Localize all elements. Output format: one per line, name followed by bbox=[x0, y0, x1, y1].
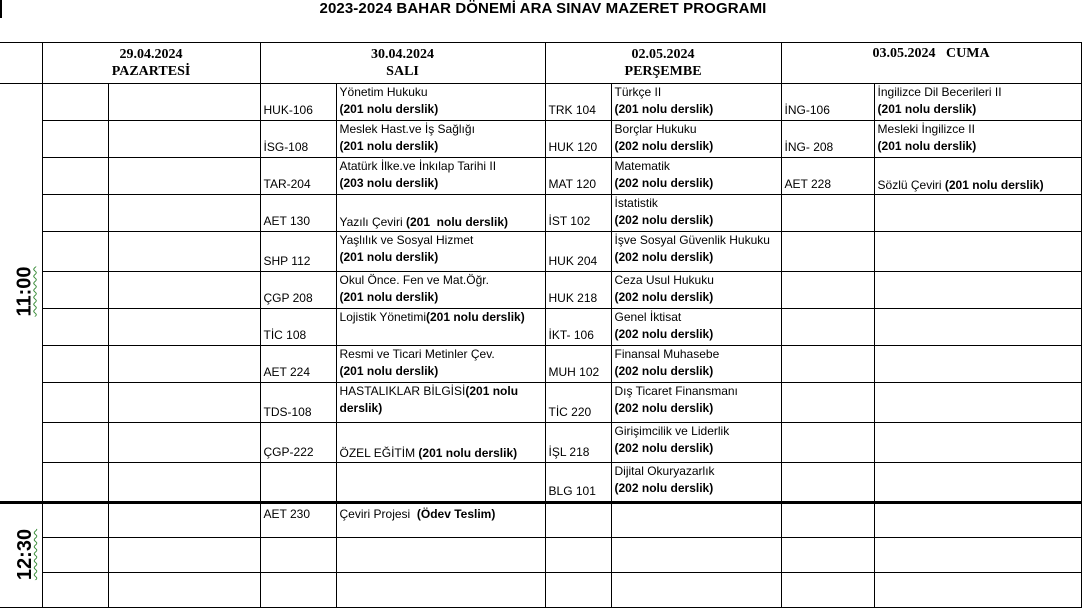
course-name: Finansal Muhasebe bbox=[614, 347, 720, 361]
course-name: Dış Ticaret Finansmanı bbox=[614, 384, 738, 398]
day-name: SALI bbox=[386, 64, 419, 79]
course-code: AET 224 bbox=[260, 346, 336, 383]
empty-cell bbox=[42, 272, 108, 309]
course-code: İST 102 bbox=[545, 195, 611, 232]
empty-cell bbox=[42, 383, 108, 423]
course-code: AET 228 bbox=[781, 158, 874, 195]
course-name: Meslek Hast.ve İş Sağlığı bbox=[339, 122, 475, 136]
course-name: Lojistik Yönetimi bbox=[339, 310, 426, 324]
course-code: BLG 101 bbox=[545, 463, 611, 503]
course-cell bbox=[874, 84, 1081, 121]
course-cell bbox=[336, 121, 545, 158]
room-label: (202 nolu derslik) bbox=[614, 139, 714, 153]
course-cell bbox=[611, 121, 781, 158]
empty-cell bbox=[874, 463, 1081, 503]
empty-cell bbox=[545, 573, 611, 608]
day-date: 30.04.2024 bbox=[371, 47, 435, 62]
time-slot-1100 bbox=[0, 84, 42, 503]
empty-cell bbox=[42, 309, 108, 346]
empty-cell bbox=[781, 573, 874, 608]
empty-cell bbox=[42, 503, 108, 538]
empty-cell bbox=[108, 573, 260, 608]
empty-cell bbox=[336, 538, 545, 573]
course-name: Ceza Usul Hukuku bbox=[614, 273, 714, 287]
table-row bbox=[0, 195, 1081, 232]
course-name: Yazılı Çeviri bbox=[339, 215, 406, 229]
course-code: TDS-108 bbox=[260, 383, 336, 423]
course-code: İNG-106 bbox=[781, 84, 874, 121]
course-name: Sözlü Çeviri bbox=[877, 178, 945, 192]
room-label: (201 nolu derslik) bbox=[339, 384, 519, 415]
room-label: (201 nolu derslik) bbox=[339, 290, 439, 304]
day-header-monday bbox=[42, 43, 260, 84]
room-label: (202 nolu derslik) bbox=[614, 364, 714, 378]
day-date: 03.05.2024 CUMA bbox=[872, 46, 990, 61]
course-cell bbox=[336, 84, 545, 121]
empty-cell bbox=[42, 84, 108, 121]
empty-cell bbox=[611, 538, 781, 573]
course-name: Dijital Okuryazarlık bbox=[614, 464, 715, 478]
empty-cell bbox=[781, 463, 874, 503]
empty-cell bbox=[874, 272, 1081, 309]
course-cell bbox=[874, 158, 1081, 195]
table-row bbox=[0, 158, 1081, 195]
table-row bbox=[0, 503, 1081, 538]
course-code: ÇGP 208 bbox=[260, 272, 336, 309]
course-cell bbox=[336, 503, 545, 538]
course-cell bbox=[336, 272, 545, 309]
empty-cell bbox=[611, 503, 781, 538]
room-label: (Ödev Teslim) bbox=[416, 507, 496, 521]
empty-cell bbox=[42, 463, 108, 503]
room-label: (201 nolu derslik) bbox=[614, 102, 714, 116]
empty-cell bbox=[108, 232, 260, 272]
empty-cell bbox=[781, 232, 874, 272]
course-name: Atatürk İlke.ve İnkılap Tarihi II bbox=[339, 159, 497, 173]
table-row bbox=[0, 423, 1081, 463]
table-row bbox=[0, 573, 1081, 608]
table-row bbox=[0, 346, 1081, 383]
room-label: (202 nolu derslik) bbox=[614, 401, 714, 415]
room-label: (201 nolu derslik) bbox=[339, 364, 439, 378]
course-name: İşve Sosyal Güvenlik Hukuku bbox=[614, 233, 770, 247]
empty-cell bbox=[42, 346, 108, 383]
empty-cell bbox=[260, 463, 336, 503]
course-cell bbox=[336, 309, 545, 346]
empty-cell bbox=[874, 538, 1081, 573]
room-label: (201 nolu derslik) bbox=[339, 139, 439, 153]
time-slot-1230 bbox=[0, 503, 42, 608]
course-name: İngilizce Dil Becerileri II bbox=[877, 85, 1002, 99]
course-cell bbox=[611, 346, 781, 383]
room-label: (201 nolu derslik) bbox=[405, 215, 509, 229]
empty-cell bbox=[781, 346, 874, 383]
empty-cell bbox=[874, 309, 1081, 346]
time-label: 12:30 bbox=[14, 528, 37, 581]
room-label: (202 nolu derslik) bbox=[614, 441, 714, 455]
empty-cell bbox=[42, 121, 108, 158]
table-row bbox=[0, 232, 1081, 272]
course-cell bbox=[336, 232, 545, 272]
course-name: Genel İktisat bbox=[614, 310, 682, 324]
empty-cell bbox=[781, 423, 874, 463]
empty-cell bbox=[108, 346, 260, 383]
empty-cell bbox=[42, 158, 108, 195]
empty-cell bbox=[781, 383, 874, 423]
empty-cell bbox=[545, 503, 611, 538]
course-name: Mesleki İngilizce II bbox=[877, 122, 975, 136]
empty-cell bbox=[42, 423, 108, 463]
course-cell bbox=[336, 195, 545, 232]
course-code: TİC 220 bbox=[545, 383, 611, 423]
empty-cell bbox=[781, 309, 874, 346]
table-row bbox=[0, 383, 1081, 423]
empty-cell bbox=[108, 272, 260, 309]
empty-cell bbox=[42, 232, 108, 272]
empty-cell bbox=[781, 195, 874, 232]
course-code: HUK 218 bbox=[545, 272, 611, 309]
empty-cell bbox=[42, 195, 108, 232]
table-row bbox=[0, 121, 1081, 158]
empty-cell bbox=[108, 84, 260, 121]
course-code: İŞL 218 bbox=[545, 423, 611, 463]
empty-cell bbox=[108, 538, 260, 573]
course-cell bbox=[611, 158, 781, 195]
course-name: HASTALIKLAR BİLGİSİ bbox=[339, 384, 466, 398]
room-label: (202 nolu derslik) bbox=[614, 290, 714, 304]
table-row bbox=[0, 538, 1081, 573]
course-cell bbox=[336, 383, 545, 423]
schedule-table bbox=[0, 42, 1082, 608]
course-code: TAR-204 bbox=[260, 158, 336, 195]
empty-cell bbox=[781, 538, 874, 573]
room-label: (201 nolu derslik) bbox=[339, 250, 439, 264]
day-header-thursday bbox=[545, 43, 781, 84]
course-name: Okul Önce. Fen ve Mat.Öğr. bbox=[339, 273, 489, 287]
day-date: 29.04.2024 bbox=[119, 47, 183, 62]
empty-cell bbox=[781, 272, 874, 309]
time-label: 11:00 bbox=[13, 266, 36, 317]
empty-cell bbox=[108, 195, 260, 232]
course-code: AET 230 bbox=[260, 503, 336, 538]
time-header-cell bbox=[0, 43, 42, 84]
empty-cell bbox=[108, 423, 260, 463]
course-name: Yaşlılık ve Sosyal Hizmet bbox=[339, 233, 474, 247]
empty-cell bbox=[874, 383, 1081, 423]
course-code: HUK-106 bbox=[260, 84, 336, 121]
empty-cell bbox=[545, 538, 611, 573]
page-title: 2023-2024 BAHAR DÖNEMİ ARA SINAV MAZERET PROGRAMI bbox=[319, 0, 767, 17]
header-row bbox=[0, 43, 1081, 84]
course-name: İstatistik bbox=[614, 196, 658, 210]
course-cell bbox=[611, 423, 781, 463]
empty-cell bbox=[611, 573, 781, 608]
course-code: İSG-108 bbox=[260, 121, 336, 158]
course-cell bbox=[611, 463, 781, 503]
empty-cell bbox=[108, 121, 260, 158]
course-code: SHP 112 bbox=[260, 232, 336, 272]
room-label: (202 nolu derslik) bbox=[614, 176, 714, 190]
course-code: ÇGP-222 bbox=[260, 423, 336, 463]
room-label: (202 nolu derslik) bbox=[614, 327, 714, 341]
course-cell bbox=[611, 232, 781, 272]
course-code: MUH 102 bbox=[545, 346, 611, 383]
day-header-friday bbox=[781, 43, 1081, 84]
room-label: (201 nolu derslik) bbox=[426, 310, 525, 324]
course-cell bbox=[611, 272, 781, 309]
course-name: Resmi ve Ticari Metinler Çev. bbox=[339, 347, 495, 361]
course-code: AET 130 bbox=[260, 195, 336, 232]
course-cell bbox=[611, 383, 781, 423]
table-row bbox=[0, 84, 1081, 121]
course-name: Borçlar Hukuku bbox=[614, 122, 697, 136]
empty-cell bbox=[874, 232, 1081, 272]
room-label: (202 nolu derslik) bbox=[614, 213, 714, 227]
table-row bbox=[0, 309, 1081, 346]
room-label: (201 nolu derslik) bbox=[339, 102, 439, 116]
room-label: (201 nolu derslik) bbox=[877, 139, 977, 153]
empty-cell bbox=[260, 573, 336, 608]
room-label: (201 nolu derslik) bbox=[418, 446, 518, 460]
day-header-tuesday bbox=[260, 43, 545, 84]
empty-cell bbox=[108, 383, 260, 423]
course-code: İKT- 106 bbox=[545, 309, 611, 346]
empty-cell bbox=[874, 573, 1081, 608]
course-cell bbox=[611, 84, 781, 121]
course-name: ÖZEL EĞİTİM bbox=[339, 446, 419, 460]
room-label: (201 nolu derslik) bbox=[944, 178, 1044, 192]
day-name: PAZARTESİ bbox=[111, 64, 191, 79]
empty-cell bbox=[108, 463, 260, 503]
table-row bbox=[0, 272, 1081, 309]
empty-cell bbox=[336, 463, 545, 503]
day-date: 02.05.2024 bbox=[631, 47, 695, 62]
room-label: (202 nolu derslik) bbox=[614, 481, 714, 495]
room-label: (203 nolu derslik) bbox=[339, 176, 439, 190]
course-name: Türkçe II bbox=[614, 85, 662, 99]
empty-cell bbox=[874, 195, 1081, 232]
course-code: TİC 108 bbox=[260, 309, 336, 346]
empty-cell bbox=[874, 423, 1081, 463]
course-cell bbox=[611, 195, 781, 232]
empty-cell bbox=[108, 158, 260, 195]
course-code: İNG- 208 bbox=[781, 121, 874, 158]
course-cell bbox=[874, 121, 1081, 158]
empty-cell bbox=[108, 503, 260, 538]
course-cell bbox=[336, 158, 545, 195]
room-label: (201 nolu derslik) bbox=[877, 102, 977, 116]
room-label: (202 nolu derslik) bbox=[614, 250, 714, 264]
course-code: TRK 104 bbox=[545, 84, 611, 121]
course-cell bbox=[336, 423, 545, 463]
course-code: HUK 120 bbox=[545, 121, 611, 158]
empty-cell bbox=[108, 309, 260, 346]
empty-cell bbox=[260, 538, 336, 573]
empty-cell bbox=[42, 573, 108, 608]
course-name: Girişimcilik ve Liderlik bbox=[614, 424, 730, 438]
day-name: PERŞEMBE bbox=[624, 64, 702, 79]
empty-cell bbox=[336, 573, 545, 608]
course-cell bbox=[336, 346, 545, 383]
course-name: Matematik bbox=[614, 159, 670, 173]
empty-cell bbox=[42, 538, 108, 573]
course-cell bbox=[611, 309, 781, 346]
course-name: Çeviri Projesi bbox=[339, 507, 417, 521]
course-code: HUK 204 bbox=[545, 232, 611, 272]
empty-cell bbox=[874, 346, 1081, 383]
empty-cell bbox=[874, 503, 1081, 538]
course-code: MAT 120 bbox=[545, 158, 611, 195]
table-row bbox=[0, 463, 1081, 503]
course-name: Yönetim Hukuku bbox=[339, 85, 428, 99]
empty-cell bbox=[781, 503, 874, 538]
